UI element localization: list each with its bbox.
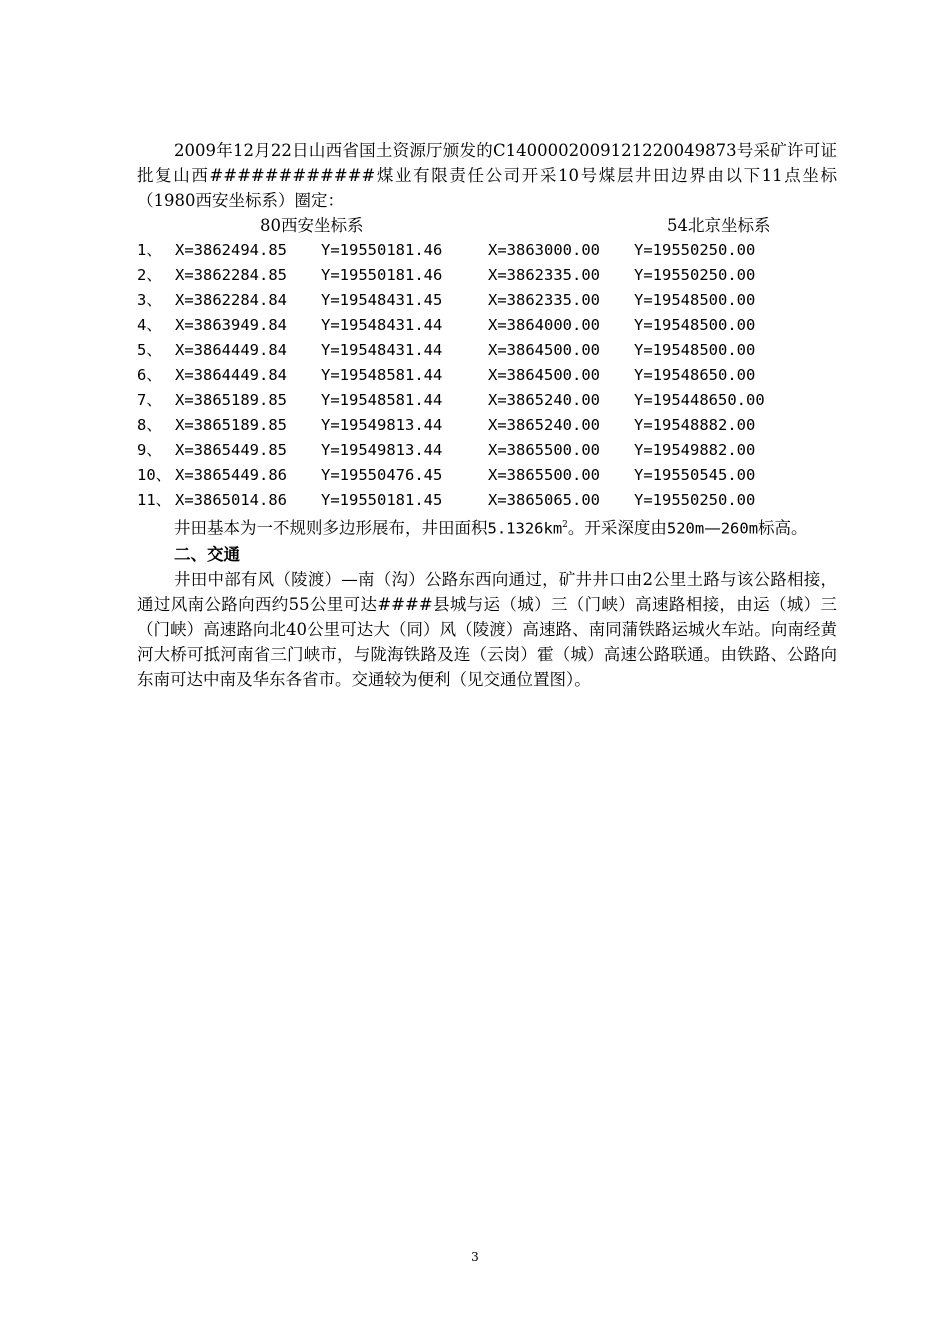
coord-index: 6、 (137, 366, 162, 384)
coord-y80: Y=19548581.44 (321, 391, 443, 409)
coord-x80: X=3863949.84 (175, 316, 287, 334)
depth-text-end: 标高。 (758, 518, 808, 538)
coord-x80: X=3865449.85 (175, 441, 287, 459)
coord-y54: Y=19549882.00 (634, 441, 756, 459)
coord-y80: Y=19549813.44 (321, 416, 443, 434)
coord-x54: X=3862335.00 (488, 291, 600, 309)
depth-to: 260m (720, 519, 759, 538)
coord-y80: Y=19550181.46 (321, 266, 443, 284)
coord-x80: X=3862284.85 (175, 266, 287, 284)
coord-x80: X=3865449.86 (175, 466, 287, 484)
coord-index: 1、 (137, 241, 162, 259)
coord-x54: X=3862335.00 (488, 266, 600, 284)
coordinates-table (137, 238, 794, 513)
coord-y54: Y=19548882.00 (634, 416, 756, 434)
coord-row (137, 338, 794, 363)
coord-index: 5、 (137, 341, 162, 359)
coord-index: 3、 (137, 291, 162, 309)
area-text-after: 。开采深度由 (567, 518, 667, 538)
coord-y80: Y=19549813.44 (321, 441, 443, 459)
coord-index: 4、 (137, 316, 162, 334)
area-value: 5.1326km (487, 519, 563, 538)
coord-index: 11、 (137, 491, 172, 509)
section-heading-traffic: 二、交通 (174, 544, 240, 564)
depth-from: 520m (666, 519, 705, 538)
coord-x54: X=3865500.00 (488, 466, 600, 484)
coord-y54: Y=19550250.00 (634, 266, 756, 284)
coord-y54: Y=19548500.00 (634, 316, 756, 334)
coord-y80: Y=19550181.46 (321, 241, 443, 259)
coordinates-table-body (137, 238, 794, 513)
coord-index: 8、 (137, 416, 162, 434)
coord-row (137, 313, 794, 338)
coord-x54: X=3864500.00 (488, 341, 600, 359)
coord-x54: X=3865240.00 (488, 416, 600, 434)
coord-x80: X=3865014.86 (175, 491, 287, 509)
coord-y54: Y=19548500.00 (634, 291, 756, 309)
intro-paragraph: 2009年12月22日山西省国土资源厅颁发的C1400002009121220049873号采矿许可证批复山西############煤业有限责任公司开采10号煤层井田边界由以下11点坐标（1980西安坐标系）圈定： (137, 141, 837, 210)
coord-y80: Y=19548581.44 (321, 366, 443, 384)
coord-index: 10、 (137, 466, 172, 484)
coord-x54: X=3864000.00 (488, 316, 600, 334)
coord-y80: Y=19548431.44 (321, 341, 443, 359)
coord-x80: X=3862494.85 (175, 241, 287, 259)
coord-x80: X=3864449.84 (175, 341, 287, 359)
coord-x54: X=3865500.00 (488, 441, 600, 459)
coord-y54: Y=19550250.00 (634, 241, 756, 259)
coord-y80: Y=19548431.44 (321, 316, 443, 334)
coord-y54: Y=19550545.00 (634, 466, 756, 484)
coord-row (137, 413, 794, 438)
depth-dash: — (704, 518, 721, 538)
coord-y54: Y=195448650.00 (634, 391, 765, 409)
traffic-paragraph: 井田中部有风（陵渡）—南（沟）公路东西向通过，矿井井口由2公里土路与该公路相接，通过风南公路向西约55公里可达####县城与运（城）三（门峡）高速路相接，由运（城）三（门峡）高速路向北40公里可达大（同）风（陵渡）高速路、南同蒲铁路运城火车站。向南经黄河大桥可抵河南省三门峡市，与陇海铁路及连（云岗）霍（城）高速公路联通。由铁路、公路向东南可达中南及华东各省市。交通较为便利（见交通位置图）。 (137, 569, 837, 689)
page-number: 3 (471, 1250, 479, 1264)
coord-row (137, 463, 794, 488)
coord-x54: X=3865240.00 (488, 391, 600, 409)
coord-index: 9、 (137, 441, 162, 459)
area-superscript: 2 (562, 520, 568, 530)
coord-y54: Y=19548650.00 (634, 366, 756, 384)
coord-x54: X=3863000.00 (488, 241, 600, 259)
xian80-header: 80西安坐标系 (260, 216, 364, 235)
coord-row (137, 438, 794, 463)
coord-index: 2、 (137, 266, 162, 284)
coordinate-system-headers (137, 213, 837, 238)
document-body (137, 138, 837, 692)
coord-x80: X=3862284.84 (175, 291, 287, 309)
coord-x54: X=3865065.00 (488, 491, 600, 509)
coord-y54: Y=19548500.00 (634, 341, 756, 359)
coord-index: 7、 (137, 391, 162, 409)
coord-row (137, 288, 794, 313)
area-paragraph (137, 513, 837, 542)
coord-row (137, 388, 794, 413)
coord-row (137, 238, 794, 263)
area-text-before: 井田基本为一不规则多边形展布，井田面积 (174, 518, 488, 538)
coord-x80: X=3865189.85 (175, 391, 287, 409)
coord-row (137, 488, 794, 513)
coord-x80: X=3864449.84 (175, 366, 287, 384)
coord-y80: Y=19550181.45 (321, 491, 443, 509)
coord-y80: Y=19548431.45 (321, 291, 443, 309)
coord-x54: X=3864500.00 (488, 366, 600, 384)
coord-row (137, 263, 794, 288)
beijing54-header: 54北京坐标系 (667, 216, 771, 235)
coord-y80: Y=19550476.45 (321, 466, 443, 484)
coord-x80: X=3865189.85 (175, 416, 287, 434)
coord-y54: Y=19550250.00 (634, 491, 756, 509)
coord-row (137, 363, 794, 388)
